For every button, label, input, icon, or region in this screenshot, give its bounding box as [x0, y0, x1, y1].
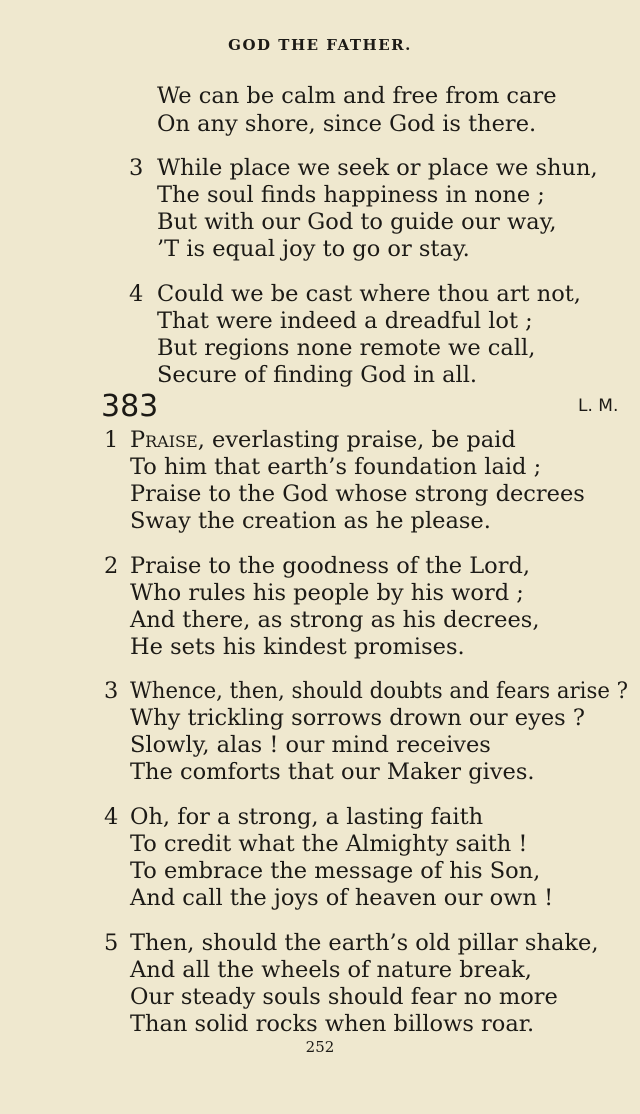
continuation-line-2: On any shore, since God is there.	[157, 111, 537, 137]
hymn-number: 383	[101, 389, 159, 424]
verse-number: 3	[129, 155, 144, 181]
verse-line: ’T is equal joy to go or stay.	[157, 236, 470, 262]
verse-line: Could we be cast where thou art not,	[157, 281, 581, 307]
stanza-line	[130, 429, 516, 452]
stanza-number: 2	[104, 553, 119, 579]
stanza-line: And there, as strong as his decrees,	[130, 607, 540, 633]
stanza-first-word: Praise,	[130, 427, 205, 453]
stanza-line: To credit what the Almighty saith !	[130, 831, 528, 857]
stanza-line: The comforts that our Maker gives.	[130, 759, 535, 785]
continuation-line-1: We can be calm and free from care	[157, 83, 557, 109]
stanza-line: Who rules his people by his word ;	[130, 580, 524, 606]
running-head: GOD THE FATHER.	[228, 36, 412, 54]
stanza-line: Praise to the goodness of the Lord,	[130, 553, 531, 579]
stanza-line: Whence, then, should doubts and fears arise ?	[130, 678, 629, 704]
hymn-meter: L. M.	[578, 396, 619, 416]
verse-line: That were indeed a dreadful lot ;	[157, 308, 533, 334]
stanza-line: Oh, for a strong, a lasting faith	[130, 804, 484, 830]
stanza-line: Our steady souls should fear no more	[130, 984, 558, 1010]
verse-line: The soul finds happiness in none ;	[157, 182, 545, 208]
stanza-line: And call the joys of heaven our own !	[130, 885, 554, 911]
verse-number: 4	[129, 281, 144, 307]
verse-line: While place we seek or place we shun,	[157, 155, 598, 181]
stanza-line: Why trickling sorrows drown our eyes ?	[130, 705, 585, 731]
page-number: 252	[305, 1038, 335, 1056]
stanza-line: Sway the creation as he please.	[130, 508, 491, 534]
stanza-number: 5	[104, 930, 119, 956]
verse-line: But regions none remote we call,	[157, 335, 536, 361]
stanza-first-line-rest: everlasting praise, be paid	[204, 427, 516, 453]
stanza-line: He sets his kindest promises.	[130, 634, 465, 660]
stanza-line: To embrace the message of his Son,	[130, 858, 541, 884]
stanza-number: 4	[104, 804, 119, 830]
stanza-line: To him that earth’s foundation laid ;	[130, 454, 542, 480]
stanza-line: And all the wheels of nature break,	[130, 957, 532, 983]
stanza-number: 1	[104, 427, 119, 453]
verse-line: Secure of finding God in all.	[157, 362, 478, 388]
stanza-line: Then, should the earth’s old pillar shake,	[130, 930, 599, 956]
stanza-line: Slowly, alas ! our mind receives	[130, 732, 491, 758]
stanza-number: 3	[104, 678, 119, 704]
verse-line: But with our God to guide our way,	[157, 209, 557, 235]
stanza-line: Praise to the God whose strong decrees	[130, 481, 585, 507]
stanza-line: Than solid rocks when billows roar.	[130, 1011, 535, 1037]
